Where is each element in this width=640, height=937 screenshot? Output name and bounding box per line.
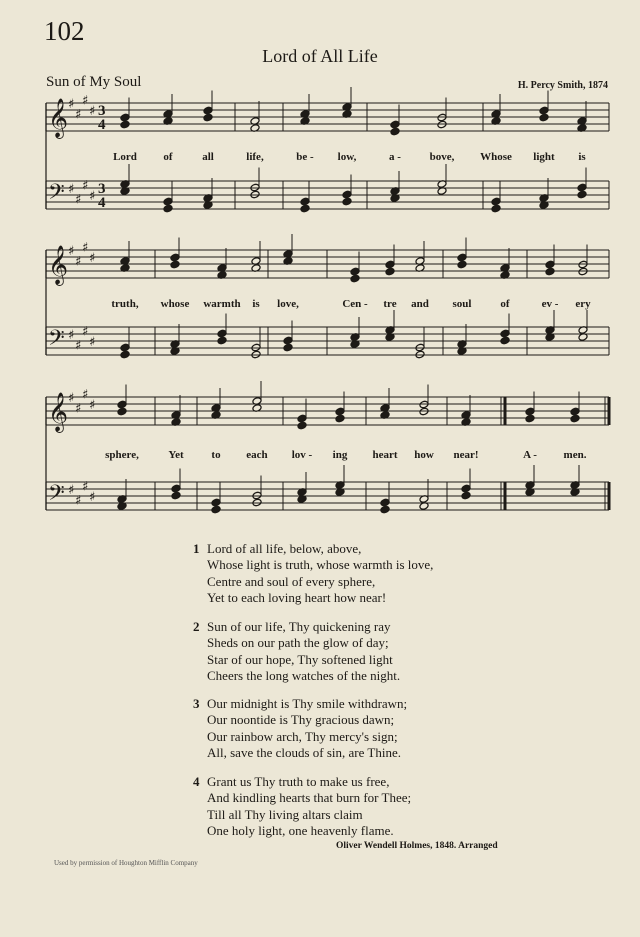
- note-head: [380, 505, 390, 514]
- sharp-icon: ♯: [89, 189, 96, 204]
- verse-line: Sun of our life, Thy quickening ray: [207, 619, 391, 634]
- note-head: [570, 407, 580, 416]
- treble-staff: [46, 241, 609, 287]
- bass-clef-icon: 𝄢: [48, 326, 65, 356]
- sharp-icon: ♯: [68, 391, 75, 406]
- time-signature: 3: [98, 103, 106, 119]
- note-head: [283, 343, 293, 352]
- treble-clef-icon: 𝄞: [48, 245, 69, 285]
- note-head: [491, 204, 501, 213]
- verse-4: [193, 774, 411, 839]
- note-head: [203, 113, 213, 122]
- hymn-title: Lord of All Life: [262, 46, 378, 66]
- note-head: [120, 343, 130, 352]
- lyric-syllable: sphere,: [105, 449, 139, 461]
- verse-line: Whose light is truth, whose warmth is love,: [207, 557, 434, 573]
- sharp-icon: ♯: [75, 192, 82, 208]
- verse-line: Our noontide is Thy gracious dawn;: [207, 712, 395, 728]
- note-head: [170, 260, 180, 269]
- time-signature: 4: [98, 117, 106, 133]
- note-head: [203, 106, 213, 115]
- verse-number: 2: [193, 619, 200, 634]
- lyric-syllable: truth,: [111, 298, 139, 310]
- sharp-icon: ♯: [89, 398, 96, 413]
- sharp-icon: ♯: [82, 178, 89, 194]
- note-head: [525, 407, 535, 416]
- sharp-icon: ♯: [82, 479, 89, 495]
- lyric-syllable: A -: [523, 449, 537, 461]
- note-head: [171, 491, 181, 500]
- treble-staff: [46, 94, 609, 140]
- note-head: [437, 120, 447, 129]
- lyric-syllable: each: [246, 449, 268, 461]
- note-head: [297, 421, 307, 430]
- note-head: [350, 267, 360, 276]
- verse-line: Yet to each loving heart how near!: [207, 589, 387, 605]
- note-head: [217, 329, 227, 338]
- verse-line: One holy light, one heavenly flame.: [207, 822, 394, 838]
- lyric-syllable: men.: [563, 449, 587, 461]
- sharp-icon: ♯: [89, 490, 96, 505]
- verse-line: Our midnight is Thy smile withdrawn;: [207, 696, 408, 711]
- note-head: [120, 350, 130, 359]
- note-head: [120, 120, 130, 129]
- note-head: [335, 407, 345, 416]
- lyric-syllable: and: [411, 298, 429, 310]
- lyric-syllable: soul: [452, 298, 472, 310]
- note-head: [170, 253, 180, 262]
- sharp-icon: ♯: [82, 240, 89, 256]
- verse-number: 1: [193, 541, 200, 556]
- note-head: [117, 407, 127, 416]
- lyric-syllable: how: [414, 449, 434, 461]
- note-head: [390, 120, 400, 129]
- tune-name: Sun of My Soul: [46, 74, 142, 90]
- verse-line: Star of our hope, Thy softened light: [207, 651, 393, 667]
- note-head: [545, 260, 555, 269]
- note-head: [500, 329, 510, 338]
- sharp-icon: ♯: [82, 387, 89, 403]
- lyric-syllable: whose: [160, 298, 190, 310]
- note-head: [163, 197, 173, 206]
- note-head: [385, 267, 395, 276]
- verse-3: [193, 696, 407, 761]
- lyric-syllable: ery: [575, 298, 591, 310]
- note-head: [335, 414, 345, 423]
- sharp-icon: ♯: [82, 324, 89, 340]
- verse-2: [193, 619, 400, 684]
- bass-clef-icon: 𝄢: [48, 180, 65, 210]
- treble-staff: [46, 388, 609, 434]
- treble-clef-icon: 𝄞: [48, 98, 69, 138]
- sharp-icon: ♯: [89, 335, 96, 350]
- bass-clef-icon: 𝄢: [48, 481, 65, 511]
- note-head: [171, 484, 181, 493]
- time-signature: 4: [98, 195, 106, 211]
- note-head: [380, 498, 390, 507]
- note-head: [457, 253, 467, 262]
- note-head: [577, 190, 587, 199]
- note-head: [570, 414, 580, 423]
- lyric-syllable: love,: [277, 298, 299, 310]
- lyric-syllable: of: [500, 298, 510, 310]
- system-2: [46, 234, 609, 359]
- verse-number: 4: [193, 774, 200, 789]
- note-head: [217, 336, 227, 345]
- verse-line: And kindling hearts that burn for Thee;: [207, 790, 412, 806]
- time-signature: 3: [98, 181, 106, 197]
- lyric-syllable: Lord: [113, 151, 137, 163]
- verse-line: Cheers the long watches of the night.: [207, 667, 401, 683]
- sharp-icon: ♯: [75, 401, 82, 417]
- note-head: [577, 183, 587, 192]
- lyric-syllable: of: [163, 151, 173, 163]
- sharp-icon: ♯: [75, 338, 82, 354]
- note-head: [461, 491, 471, 500]
- note-head: [390, 127, 400, 136]
- treble-clef-icon: 𝄞: [48, 392, 69, 432]
- sharp-icon: ♯: [82, 93, 89, 109]
- lyric-syllable: ing: [332, 449, 348, 461]
- verse-line: Lord of all life, below, above,: [207, 541, 362, 556]
- note-head: [300, 204, 310, 213]
- lyric-syllable: tre: [383, 298, 397, 310]
- note-head: [342, 197, 352, 206]
- note-head: [300, 197, 310, 206]
- bass-staff: [46, 480, 609, 512]
- note-head: [539, 113, 549, 122]
- note-head: [350, 274, 360, 283]
- note-head: [342, 190, 352, 199]
- lyric-syllable: Whose: [480, 151, 512, 163]
- system-3: [46, 381, 609, 514]
- lyric-syllable: lov -: [291, 449, 313, 461]
- note-head: [211, 505, 221, 514]
- note-head: [457, 260, 467, 269]
- hymn-number: 102: [44, 16, 85, 46]
- bass-staff: [46, 325, 609, 357]
- sharp-icon: ♯: [75, 493, 82, 509]
- note-head: [283, 336, 293, 345]
- sharp-icon: ♯: [75, 107, 82, 123]
- lyric-syllable: heart: [372, 449, 398, 461]
- lyric-syllable: a -: [389, 151, 401, 163]
- lyric-syllable: all: [202, 151, 214, 163]
- lyric-syllable: bove,: [429, 151, 455, 163]
- note-head: [163, 204, 173, 213]
- verse-line: All, save the clouds of sin, are Thine.: [207, 744, 401, 760]
- lyric-syllable: light: [533, 151, 555, 163]
- bass-staff: [46, 179, 609, 212]
- lyric-syllable: warmth: [203, 298, 241, 310]
- verse-1: [193, 541, 433, 606]
- permission-footnote: Used by permission of Houghton Mifflin Company: [54, 859, 198, 867]
- lyric-syllable: ev -: [541, 298, 559, 310]
- lyric-syllable: Cen -: [342, 298, 368, 310]
- verse-line: Grant us Thy truth to make us free,: [207, 774, 390, 789]
- verse-line: Our rainbow arch, Thy mercy's sign;: [207, 728, 398, 744]
- note-head: [120, 113, 130, 122]
- note-head: [491, 197, 501, 206]
- sharp-icon: ♯: [75, 254, 82, 270]
- note-head: [500, 336, 510, 345]
- note-head: [525, 414, 535, 423]
- sharp-icon: ♯: [68, 97, 75, 112]
- sharp-icon: ♯: [68, 328, 75, 343]
- note-head: [211, 498, 221, 507]
- note-head: [539, 106, 549, 115]
- composer-credit: H. Percy Smith, 1874: [517, 80, 608, 91]
- lyric-syllable: low,: [337, 151, 357, 163]
- note-head: [385, 260, 395, 269]
- sharp-icon: ♯: [89, 104, 96, 119]
- note-head: [437, 113, 447, 122]
- sharp-icon: ♯: [68, 483, 75, 498]
- note-head: [297, 414, 307, 423]
- note-head: [117, 400, 127, 409]
- sharp-icon: ♯: [68, 182, 75, 197]
- lyric-syllable: life,: [246, 151, 264, 163]
- lyric-syllable: Yet: [168, 449, 184, 461]
- lyric-syllable: near!: [453, 449, 479, 461]
- lyric-syllable: is: [252, 298, 260, 310]
- lyric-syllable: to: [211, 449, 221, 461]
- sharp-icon: ♯: [89, 251, 96, 266]
- lyric-syllable: be -: [296, 151, 314, 163]
- note-head: [545, 267, 555, 276]
- text-attribution: Oliver Wendell Holmes, 1848. Arranged: [336, 841, 498, 851]
- system-1: [46, 87, 609, 213]
- lyric-syllable: is: [578, 151, 586, 163]
- verse-number: 3: [193, 696, 200, 711]
- note-head: [461, 484, 471, 493]
- verse-line: Till all Thy living altars claim: [207, 806, 363, 822]
- sharp-icon: ♯: [68, 244, 75, 259]
- verse-line: Sheds on our path the glow of day;: [207, 635, 389, 651]
- verse-line: Centre and soul of every sphere,: [207, 573, 376, 589]
